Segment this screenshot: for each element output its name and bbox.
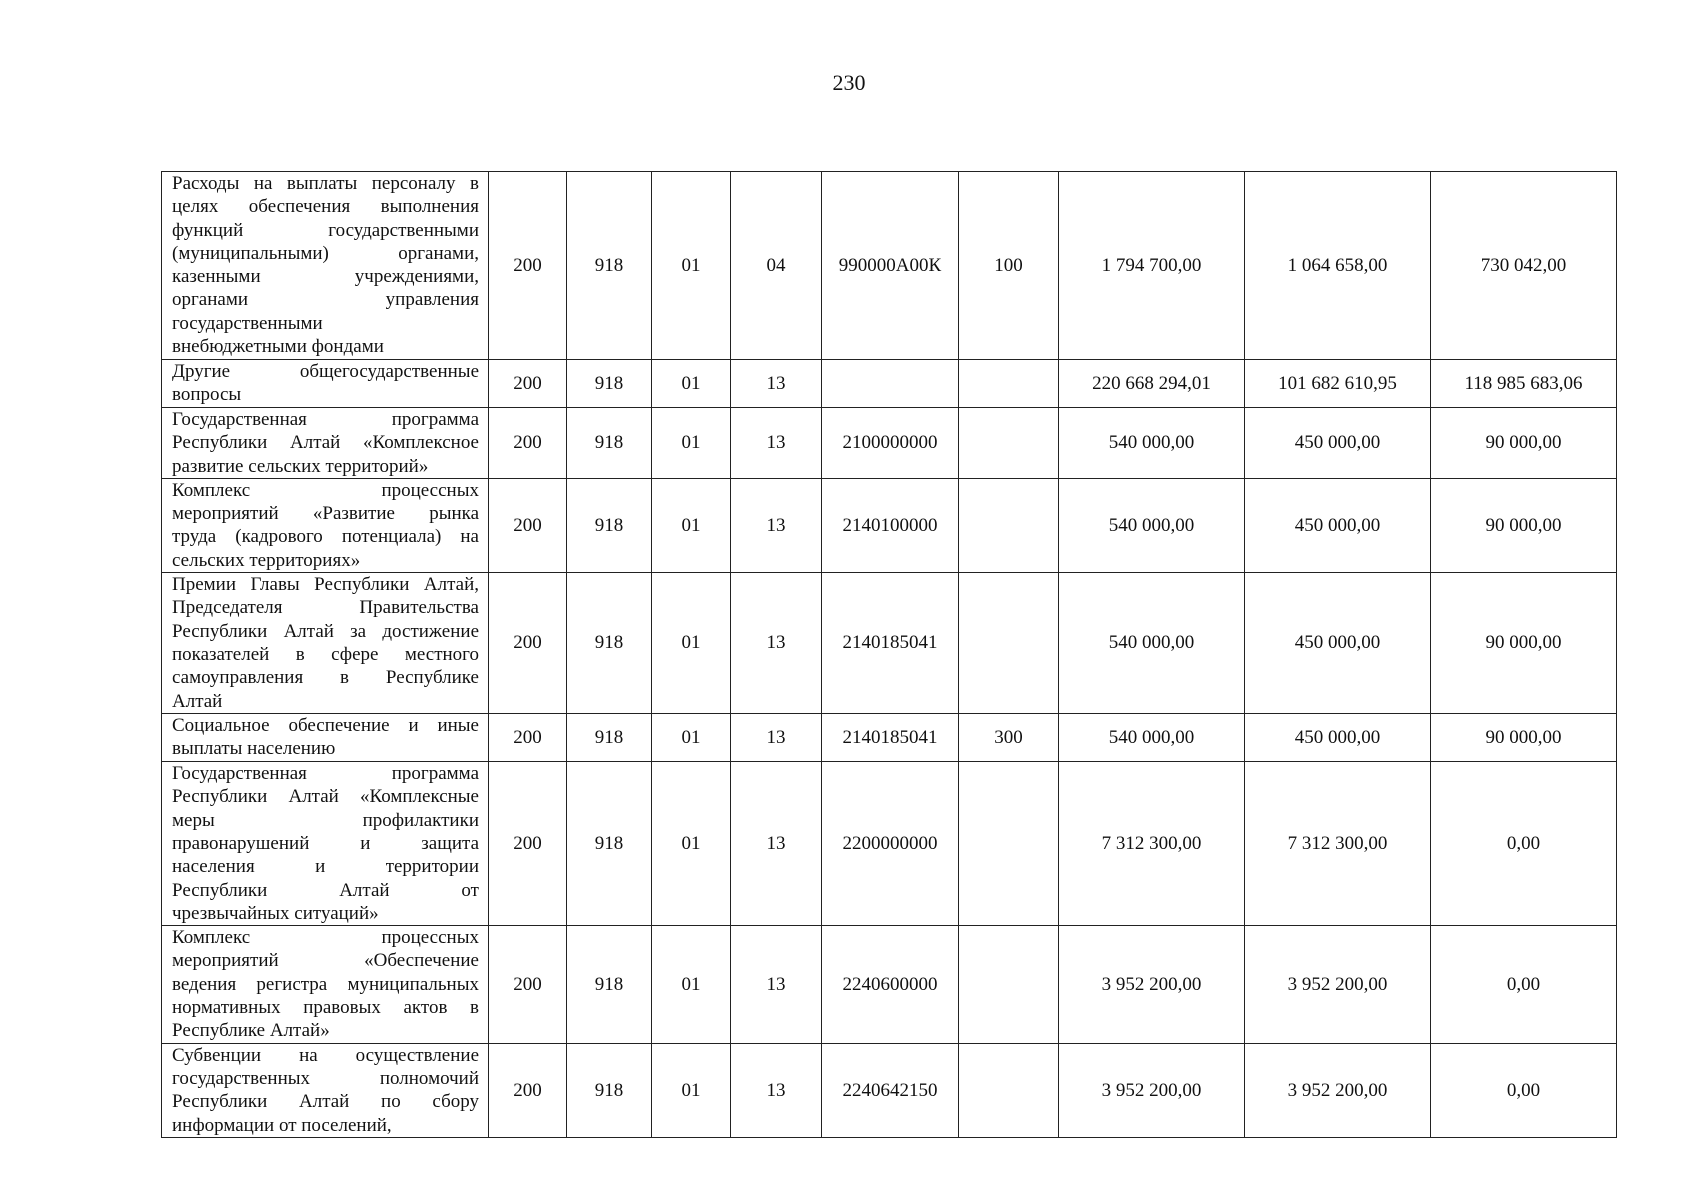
cell-section: 01 xyxy=(652,714,731,762)
cell-expense-type xyxy=(959,926,1059,1043)
cell-subsection: 13 xyxy=(731,762,822,926)
description-line: казенными учреждениями, xyxy=(172,266,479,288)
budget-table xyxy=(161,171,1617,1138)
description-line: Республики Алтай по сбору xyxy=(172,1091,479,1113)
description-line: мероприятий «Развитие рынка xyxy=(172,503,479,525)
cell-code: 200 xyxy=(489,408,567,479)
description-line: мероприятий «Обеспечение xyxy=(172,950,479,972)
description-line: правонарушений и защита xyxy=(172,832,479,854)
cell-amount-b: 0,00 xyxy=(1431,926,1617,1043)
cell-expense-type xyxy=(959,1043,1059,1137)
description-line: Республики Алтай «Комплексные xyxy=(172,786,479,808)
description-line: показателей в сфере местного xyxy=(172,643,479,665)
description-line: (муниципальными) органами, xyxy=(172,242,479,264)
cell-amount-b: 730 042,00 xyxy=(1431,172,1617,360)
cell-amount-total: 220 668 294,01 xyxy=(1059,360,1245,408)
row-description xyxy=(162,573,489,714)
row-description xyxy=(162,1043,489,1137)
description-line: вопросы xyxy=(172,384,242,406)
description-line: Субвенции на осуществление xyxy=(172,1044,479,1066)
description-line: нормативных правовых актов в xyxy=(172,997,479,1019)
cell-target-article: 2240600000 xyxy=(822,926,959,1043)
description-line: самоуправления в Республике xyxy=(172,667,479,689)
cell-code: 200 xyxy=(489,1043,567,1137)
cell-target-article: 2140185041 xyxy=(822,714,959,762)
cell-amount-b: 90 000,00 xyxy=(1431,573,1617,714)
table-row xyxy=(162,762,1617,926)
description-line: Республики Алтай «Комплексное xyxy=(172,432,479,454)
description-line: Премии Главы Республики Алтай, xyxy=(172,574,479,596)
description-line: Комплекс процессных xyxy=(172,927,479,949)
cell-code: 200 xyxy=(489,573,567,714)
row-description xyxy=(162,478,489,572)
cell-amount-total: 3 952 200,00 xyxy=(1059,926,1245,1043)
description-line: государственных полномочий xyxy=(172,1067,479,1089)
description-line: Республики Алтай от xyxy=(172,879,479,901)
cell-amount-b: 90 000,00 xyxy=(1431,714,1617,762)
description-line: меры профилактики xyxy=(172,809,479,831)
table-row xyxy=(162,172,1617,360)
cell-amount-total: 1 794 700,00 xyxy=(1059,172,1245,360)
cell-ministry: 918 xyxy=(567,926,652,1043)
cell-amount-total: 540 000,00 xyxy=(1059,714,1245,762)
cell-subsection: 13 xyxy=(731,1043,822,1137)
cell-subsection: 13 xyxy=(731,926,822,1043)
cell-ministry: 918 xyxy=(567,573,652,714)
cell-amount-total: 540 000,00 xyxy=(1059,408,1245,479)
cell-expense-type xyxy=(959,762,1059,926)
table-row xyxy=(162,926,1617,1043)
row-description xyxy=(162,926,489,1043)
description-line: чрезвычайных ситуаций» xyxy=(172,902,379,924)
row-description xyxy=(162,360,489,408)
table-row xyxy=(162,573,1617,714)
cell-section: 01 xyxy=(652,408,731,479)
cell-target-article: 990000А00К xyxy=(822,172,959,360)
description-line: функций государственными xyxy=(172,219,479,241)
description-line: органами управления xyxy=(172,289,479,311)
description-line: Другие общегосударственные xyxy=(172,361,479,382)
cell-section: 01 xyxy=(652,762,731,926)
cell-section: 01 xyxy=(652,926,731,1043)
cell-amount-a: 1 064 658,00 xyxy=(1245,172,1431,360)
cell-subsection: 13 xyxy=(731,360,822,408)
cell-expense-type xyxy=(959,408,1059,479)
cell-subsection: 13 xyxy=(731,573,822,714)
description-line: Расходы на выплаты персоналу в xyxy=(172,173,479,194)
cell-section: 01 xyxy=(652,478,731,572)
cell-amount-total: 7 312 300,00 xyxy=(1059,762,1245,926)
cell-ministry: 918 xyxy=(567,478,652,572)
cell-amount-total: 3 952 200,00 xyxy=(1059,1043,1245,1137)
cell-expense-type: 300 xyxy=(959,714,1059,762)
row-description xyxy=(162,714,489,762)
row-description xyxy=(162,408,489,479)
cell-section: 01 xyxy=(652,172,731,360)
description-line: сельских территориях» xyxy=(172,549,361,571)
cell-expense-type xyxy=(959,573,1059,714)
cell-code: 200 xyxy=(489,478,567,572)
table-row xyxy=(162,408,1617,479)
cell-ministry: 918 xyxy=(567,762,652,926)
description-line: Государственная программа xyxy=(172,763,479,785)
description-line: целях обеспечения выполнения xyxy=(172,196,479,218)
cell-target-article: 2100000000 xyxy=(822,408,959,479)
cell-target-article: 2140185041 xyxy=(822,573,959,714)
cell-amount-a: 450 000,00 xyxy=(1245,478,1431,572)
row-description xyxy=(162,762,489,926)
cell-code: 200 xyxy=(489,926,567,1043)
cell-target-article: 2240642150 xyxy=(822,1043,959,1137)
table-row xyxy=(162,360,1617,408)
cell-expense-type: 100 xyxy=(959,172,1059,360)
cell-section: 01 xyxy=(652,1043,731,1137)
cell-section: 01 xyxy=(652,360,731,408)
cell-subsection: 13 xyxy=(731,408,822,479)
cell-expense-type xyxy=(959,360,1059,408)
cell-amount-a: 3 952 200,00 xyxy=(1245,926,1431,1043)
row-description xyxy=(162,172,489,360)
cell-amount-b: 0,00 xyxy=(1431,1043,1617,1137)
cell-amount-a: 450 000,00 xyxy=(1245,573,1431,714)
cell-section: 01 xyxy=(652,573,731,714)
cell-code: 200 xyxy=(489,360,567,408)
cell-target-article: 2200000000 xyxy=(822,762,959,926)
cell-amount-a: 101 682 610,95 xyxy=(1245,360,1431,408)
cell-subsection: 04 xyxy=(731,172,822,360)
description-line: ведения регистра муниципальных xyxy=(172,973,479,995)
cell-ministry: 918 xyxy=(567,172,652,360)
cell-amount-a: 450 000,00 xyxy=(1245,408,1431,479)
description-line: Республики Алтай за достижение xyxy=(172,620,479,642)
table-row xyxy=(162,478,1617,572)
cell-ministry: 918 xyxy=(567,360,652,408)
cell-amount-a: 3 952 200,00 xyxy=(1245,1043,1431,1137)
description-line: Председателя Правительства xyxy=(172,597,479,619)
table-row xyxy=(162,1043,1617,1137)
description-line: выплаты населению xyxy=(172,738,336,760)
description-line: Комплекс процессных xyxy=(172,479,479,501)
cell-subsection: 13 xyxy=(731,478,822,572)
cell-amount-total: 540 000,00 xyxy=(1059,573,1245,714)
description-line: информации от поселений, xyxy=(172,1114,392,1136)
cell-amount-b: 118 985 683,06 xyxy=(1431,360,1617,408)
description-line: внебюджетными фондами xyxy=(172,336,384,358)
description-line: государственными xyxy=(172,312,323,334)
description-line: Республике Алтай» xyxy=(172,1020,330,1042)
cell-expense-type xyxy=(959,478,1059,572)
cell-ministry: 918 xyxy=(567,408,652,479)
table-body xyxy=(162,172,1617,1138)
cell-amount-b: 90 000,00 xyxy=(1431,478,1617,572)
table-row xyxy=(162,714,1617,762)
cell-ministry: 918 xyxy=(567,714,652,762)
cell-code: 200 xyxy=(489,762,567,926)
cell-amount-b: 90 000,00 xyxy=(1431,408,1617,479)
description-line: развитие сельских территорий» xyxy=(172,455,429,477)
cell-amount-b: 0,00 xyxy=(1431,762,1617,926)
cell-target-article: 2140100000 xyxy=(822,478,959,572)
description-line: Алтай xyxy=(172,690,223,712)
cell-amount-a: 450 000,00 xyxy=(1245,714,1431,762)
cell-code: 200 xyxy=(489,172,567,360)
cell-ministry: 918 xyxy=(567,1043,652,1137)
cell-subsection: 13 xyxy=(731,714,822,762)
description-line: Государственная программа xyxy=(172,409,479,430)
cell-amount-a: 7 312 300,00 xyxy=(1245,762,1431,926)
description-line: труда (кадрового потенциала) на xyxy=(172,526,479,548)
cell-amount-total: 540 000,00 xyxy=(1059,478,1245,572)
page-number: 230 xyxy=(832,70,866,95)
description-line: Социальное обеспечение и иные xyxy=(172,715,479,737)
description-line: населения и территории xyxy=(172,856,479,878)
cell-target-article xyxy=(822,360,959,408)
cell-code: 200 xyxy=(489,714,567,762)
